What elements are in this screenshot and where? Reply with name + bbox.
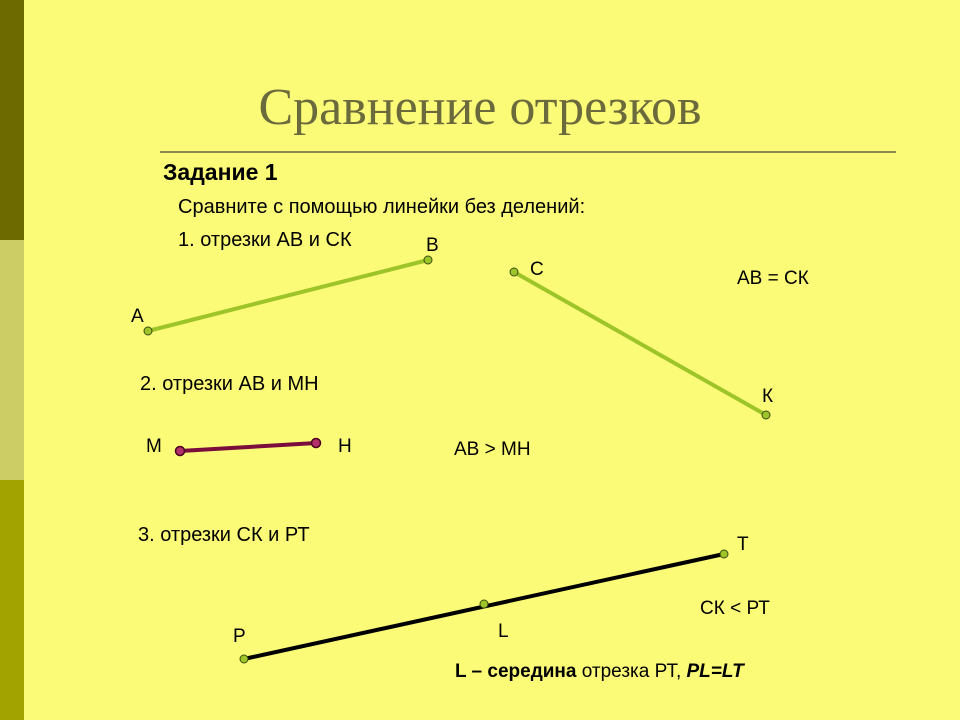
task-instruction: Сравните с помощью линейки без делений:	[178, 196, 586, 218]
point-m	[176, 447, 185, 456]
label-h: Н	[338, 436, 352, 457]
midpoint-caption	[455, 661, 744, 683]
label-k: К	[762, 386, 774, 407]
relation-ab-ck: АВ = СК	[737, 268, 809, 289]
caption-bold: L – середина	[455, 661, 577, 682]
point-p	[240, 655, 248, 663]
point-a	[144, 327, 152, 335]
caption-equation: PL=LT	[686, 661, 744, 682]
task-heading: Задание 1	[163, 159, 278, 185]
label-a: А	[131, 306, 144, 327]
segment-ck	[514, 272, 766, 415]
label-p: Р	[233, 626, 246, 647]
task-item-3: 3. отрезки СК и РТ	[138, 524, 310, 546]
point-k	[762, 411, 770, 419]
segment-ab	[148, 260, 428, 331]
relation-ck-pt: СК < РТ	[700, 598, 770, 619]
point-c	[510, 268, 518, 276]
task-item-2: 2. отрезки АВ и МН	[140, 373, 319, 395]
task-item-1: 1. отрезки АВ и СК	[178, 229, 352, 251]
label-t: Т	[737, 534, 749, 555]
caption-normal: отрезка РТ,	[576, 661, 687, 682]
label-b: В	[426, 235, 439, 256]
point-t	[720, 550, 728, 558]
label-l: L	[498, 621, 509, 642]
label-m: М	[146, 436, 162, 457]
point-h	[312, 439, 321, 448]
segment-mh	[180, 443, 316, 451]
slide-title: Сравнение отрезков	[258, 79, 702, 136]
relation-ab-mh: АВ > МН	[454, 439, 531, 460]
label-c: С	[530, 259, 544, 280]
point-b	[424, 256, 432, 264]
point-l	[480, 600, 488, 608]
